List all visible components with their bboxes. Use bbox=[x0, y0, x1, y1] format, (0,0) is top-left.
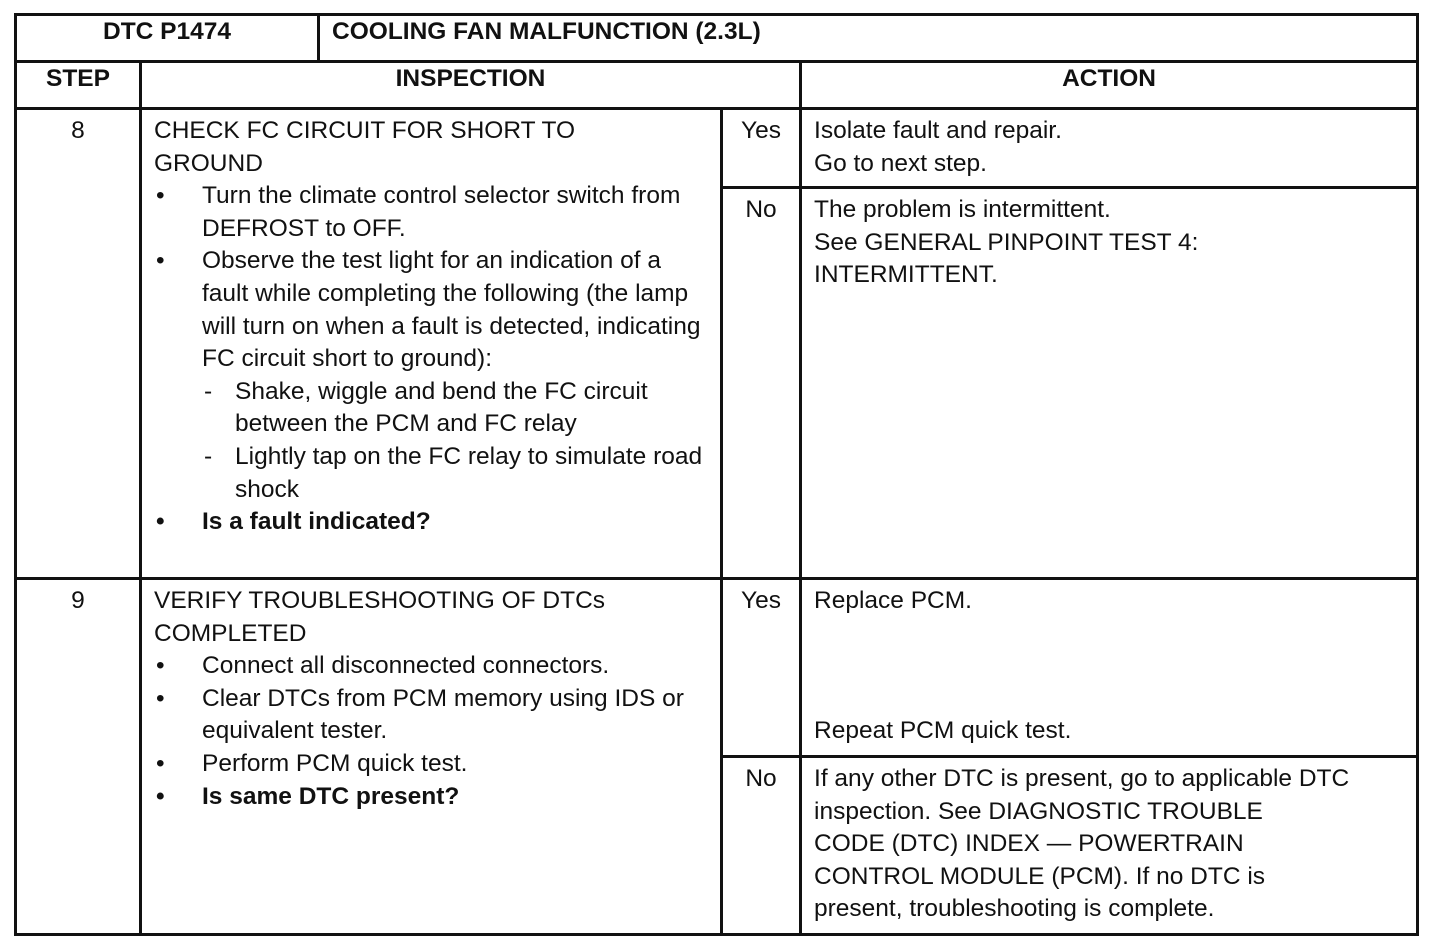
step-number: 9 bbox=[16, 579, 141, 935]
inspection-sub-item: - Shake, wiggle and bend the FC circuit between the PCM and FC relay bbox=[202, 376, 708, 441]
inspection-bullet-list bbox=[154, 650, 708, 813]
step-8-no-action bbox=[801, 188, 1418, 579]
no-label: No bbox=[722, 757, 801, 935]
action-line: If any other DTC is present, go to applicable DTC bbox=[814, 765, 1350, 792]
action-line: INTERMITTENT. bbox=[814, 261, 998, 289]
step-column-header: STEP bbox=[16, 62, 141, 109]
inspection-bullet-text: Observe the test light for an indication of a fault while completing the following (the lamp will turn on when a fault is detected, indicating FC circuit short to ground): bbox=[202, 247, 701, 373]
inspection-question: • Is a fault indicated? bbox=[154, 506, 708, 539]
inspection-bullet: • Turn the climate control selector switch from DEFROST to OFF. bbox=[154, 180, 708, 245]
inspection-bullet: • Clear DTCs from PCM memory using IDS or equivalent tester. bbox=[154, 683, 708, 748]
inspection-bullet-list bbox=[154, 180, 708, 539]
step-8-yes-row bbox=[16, 109, 1418, 188]
yes-label: Yes bbox=[722, 109, 801, 188]
inspection-title-line: VERIFY TROUBLESHOOTING OF DTCs bbox=[154, 587, 606, 614]
inspection-bullet: • Connect all disconnected connectors. bbox=[154, 650, 708, 683]
action-column-header: ACTION bbox=[801, 62, 1418, 109]
inspection-sub-item: - Lightly tap on the FC relay to simulate road shock bbox=[202, 441, 708, 506]
action-line: The problem is intermittent. bbox=[814, 196, 1111, 223]
action-line: CODE (DTC) INDEX — POWERTRAIN bbox=[814, 830, 1244, 858]
action-line: inspection. See DIAGNOSTIC TROUBLE bbox=[814, 797, 1263, 825]
action-spacer bbox=[814, 618, 1404, 715]
step-9-inspection bbox=[141, 579, 722, 935]
inspection-question: • Is same DTC present? bbox=[154, 781, 708, 814]
action-line: See GENERAL PINPOINT TEST 4: bbox=[814, 228, 1199, 256]
action-line: Isolate fault and repair. bbox=[814, 117, 1062, 144]
action-line: present, troubleshooting is complete. bbox=[814, 895, 1215, 923]
inspection-bullet: • Perform PCM quick test. bbox=[154, 748, 708, 781]
inspection-bullet bbox=[154, 245, 708, 506]
column-header-row bbox=[16, 62, 1418, 109]
dtc-code: DTC P1474 bbox=[16, 15, 319, 62]
inspection-title-line: COMPLETED bbox=[154, 619, 307, 647]
inspection-title-line: GROUND bbox=[154, 149, 263, 177]
step-9-no-action bbox=[801, 757, 1418, 935]
dtc-header-row bbox=[16, 15, 1418, 62]
step-number: 8 bbox=[16, 109, 141, 579]
inspection-sub-list bbox=[202, 376, 708, 506]
action-line: CONTROL MODULE (PCM). If no DTC is bbox=[814, 862, 1266, 890]
action-line: Repeat PCM quick test. bbox=[814, 716, 1072, 744]
inspection-title-line: CHECK FC CIRCUIT FOR SHORT TO bbox=[154, 117, 576, 144]
step-9-yes-row bbox=[16, 579, 1418, 757]
step-8-yes-action bbox=[801, 109, 1418, 188]
step-8-inspection bbox=[141, 109, 722, 579]
dtc-inspection-sheet bbox=[14, 13, 1416, 933]
inspection-column-header: INSPECTION bbox=[141, 62, 801, 109]
dtc-title: COOLING FAN MALFUNCTION (2.3L) bbox=[319, 15, 1418, 62]
action-line: Go to next step. bbox=[814, 149, 987, 177]
no-label: No bbox=[722, 188, 801, 579]
step-9-yes-action bbox=[801, 579, 1418, 757]
yes-label: Yes bbox=[722, 579, 801, 757]
dtc-table bbox=[14, 13, 1419, 936]
action-line: Replace PCM. bbox=[814, 587, 972, 614]
